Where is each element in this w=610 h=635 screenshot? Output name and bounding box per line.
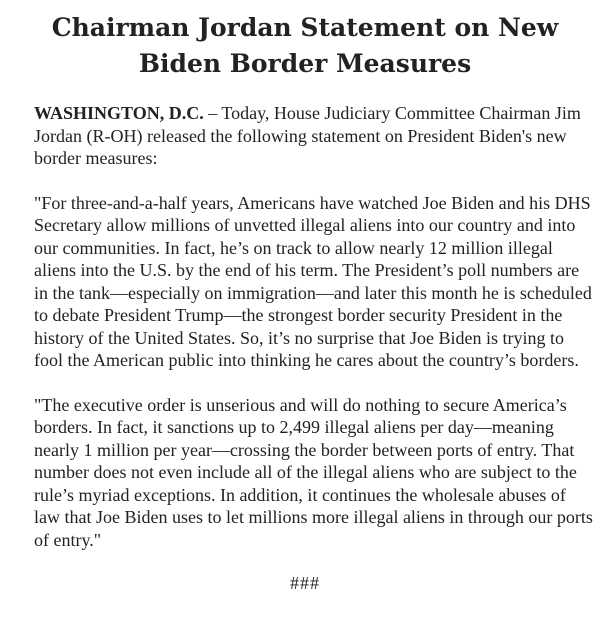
intro-text: – Today, House Judiciary Committee Chairman Jim Jordan (R-OH) released the following statement on President Biden's new border measures: — [34, 103, 581, 168]
statement-paragraph-1: "For three-and-a-half years, Americans have watched Joe Biden and his DHS Secretary allow millions of unvetted illegal aliens into our country and into our communities. In fact, he’s on track to allow nearly 12 million illegal aliens into the U.S. by the end of his term. The President’s poll numbers are in the tank—especially on immigration—and later this month he is scheduled to debate President Trump—the strongest border security President in the history of the United States. So, it’s no surprise that Joe Biden is trying to fool the American public into thinking he cares about the country’s borders. — [34, 192, 592, 370]
statement-paragraph-2: "The executive order is unserious and will do nothing to secure America’s borders. In fact, it sanctions up to 2,499 illegal aliens per day—meaning nearly 1 million per year—crossing the border between ports of entry. That number does not even include all of the illegal aliens who are subject to the rule’s myriad exceptions. In addition, it continues the wholesale abuses of law that Joe Biden uses to let millions more illegal aliens in through our ports of entry." — [34, 394, 593, 550]
dateline: WASHINGTON, D.C. — [34, 103, 204, 123]
end-mark: ### — [290, 573, 320, 593]
intro-paragraph — [34, 102, 596, 170]
page-title: Chairman Jordan Statement on New Biden Border Measures — [51, 13, 559, 78]
